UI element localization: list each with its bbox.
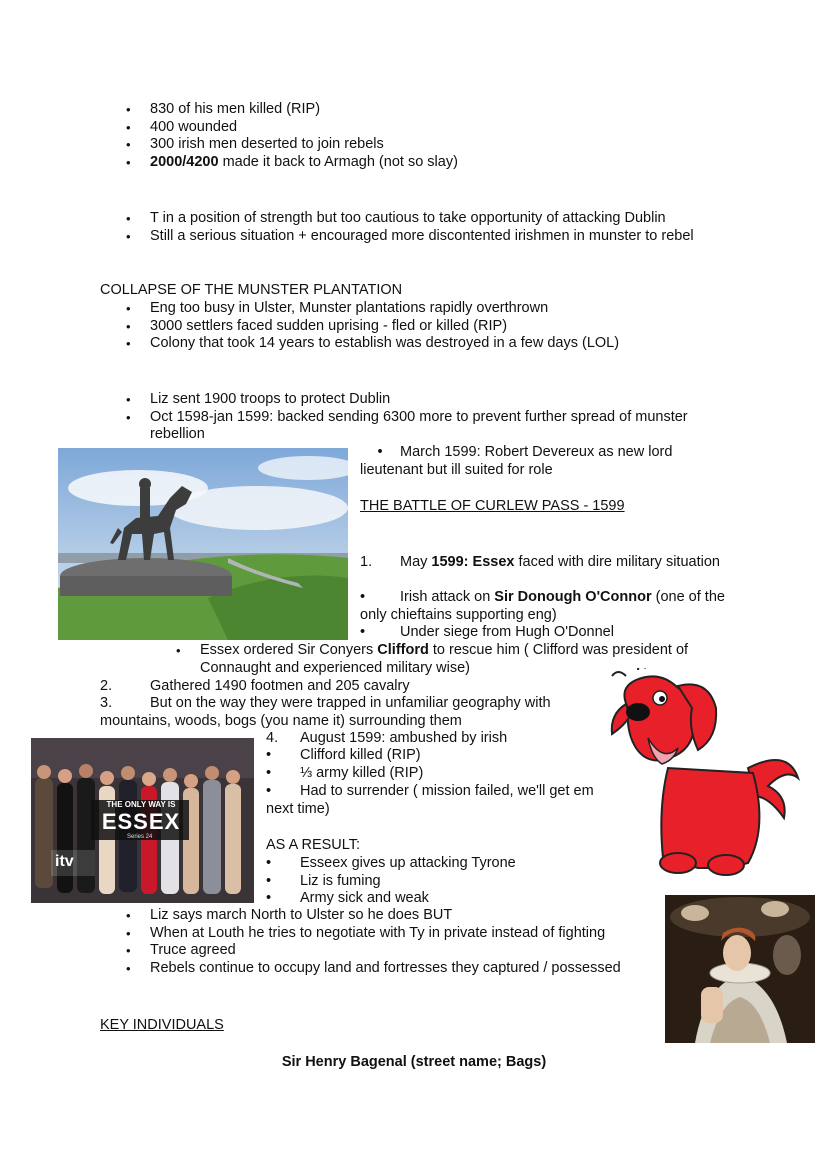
curlew-bullet-1: • Irish attack on Sir Donough O'Connor (one of the only chieftains supporting eng) — [360, 589, 725, 623]
curlew-heading: THE BATTLE OF CURLEW PASS - 1599 — [360, 498, 625, 514]
troops-list — [126, 391, 736, 444]
list-item: • Oct 1598-jan 1599: backed sending 6300 more to prevent further spread of munster rebellion — [126, 409, 736, 444]
march-item: • March 1599: Robert Devereux as new lord lieutenant but ill suited for role — [360, 444, 673, 478]
list-item: • Liz says march North to Ulster so he does BUT — [126, 907, 666, 925]
list-item: • 3000 settlers faced sudden uprising - fled or killed (RIP) — [126, 318, 726, 336]
result-list — [266, 855, 586, 908]
list-item: • Still a serious situation + encouraged more discontented irishmen in munster to rebel — [126, 228, 706, 246]
munster-list — [126, 300, 726, 353]
key-person-title: Sir Henry Bagenal (street name; Bags) — [281, 1054, 547, 1070]
list-item: • Esseex gives up attacking Tyrone — [266, 855, 516, 871]
statue-image — [58, 448, 348, 640]
list-item: • Eng too busy in Ulster, Munster plantations rapidly overthrown — [126, 300, 726, 318]
list-item: • Truce agreed — [126, 942, 666, 960]
list-item: • Army sick and weak — [266, 890, 429, 906]
list-item: • Rebels continue to occupy land and fortresses they captured / possessed — [126, 960, 666, 978]
red-dog-cartoon — [608, 668, 808, 878]
tv-title-line1: THE ONLY WAY IS — [106, 800, 176, 809]
curlew-point-1: 1. May 1599: Essex faced with dire military situation — [360, 554, 720, 570]
list-item: • When at Louth he tries to negotiate with Ty in private instead of fighting — [126, 925, 666, 943]
situation-list — [126, 210, 706, 245]
list-item: • Liz is fuming — [266, 872, 381, 889]
curlew-point-2: 2. Gathered 1490 footmen and 205 cavalry — [100, 678, 410, 694]
statue-photo — [58, 448, 348, 640]
curlew-point-3: 3. But on the way they were trapped in unfamiliar geography with mountains, woods, bogs (you name it) surrounding them — [100, 695, 551, 729]
list-item: • Liz sent 1900 troops to protect Dublin — [126, 391, 736, 409]
itv-logo: itv — [55, 853, 74, 870]
tv-show-image — [31, 738, 254, 903]
final-list — [126, 907, 666, 977]
curlew-bullet-6: • Had to surrender ( mission failed, we'll get em next time) — [266, 783, 594, 817]
list-item: • Colony that took 14 years to establish was destroyed in a few days (LOL) — [126, 335, 726, 353]
curlew-bullet-2: • Under siege from Hugh O'Donnel — [360, 624, 614, 640]
key-individuals-heading: KEY INDIVIDUALS — [100, 1017, 224, 1033]
queen-portrait — [665, 895, 815, 1043]
list-item: • 2000/4200 made it back to Armagh (not so slay) — [126, 154, 726, 172]
list-item: • Essex ordered Sir Conyers Clifford to rescue him ( Clifford was president of Connaught and experienced military wise) — [176, 642, 736, 677]
portrait-image — [665, 895, 815, 1043]
result-heading: AS A RESULT: — [266, 837, 361, 853]
munster-heading: COLLAPSE OF THE MUNSTER PLANTATION — [100, 282, 403, 298]
curlew-point-4: 4. August 1599: ambushed by irish — [266, 730, 508, 746]
list-item: • 830 of his men killed (RIP) — [126, 101, 726, 119]
list-item: • 300 irish men deserted to join rebels — [126, 136, 726, 154]
tv-series-label: Series 24 — [127, 834, 153, 840]
casualties-list — [126, 101, 726, 171]
curlew-bullet-4: • Clifford killed (RIP) — [266, 747, 421, 763]
curlew-bullet-5: • ⅓ army killed (RIP) — [266, 765, 424, 781]
list-item: • 400 wounded — [126, 119, 726, 137]
list-item: • T in a position of strength but too cautious to take opportunity of attacking Dublin — [126, 210, 706, 228]
tv-title-line2: ESSEX — [101, 809, 181, 834]
